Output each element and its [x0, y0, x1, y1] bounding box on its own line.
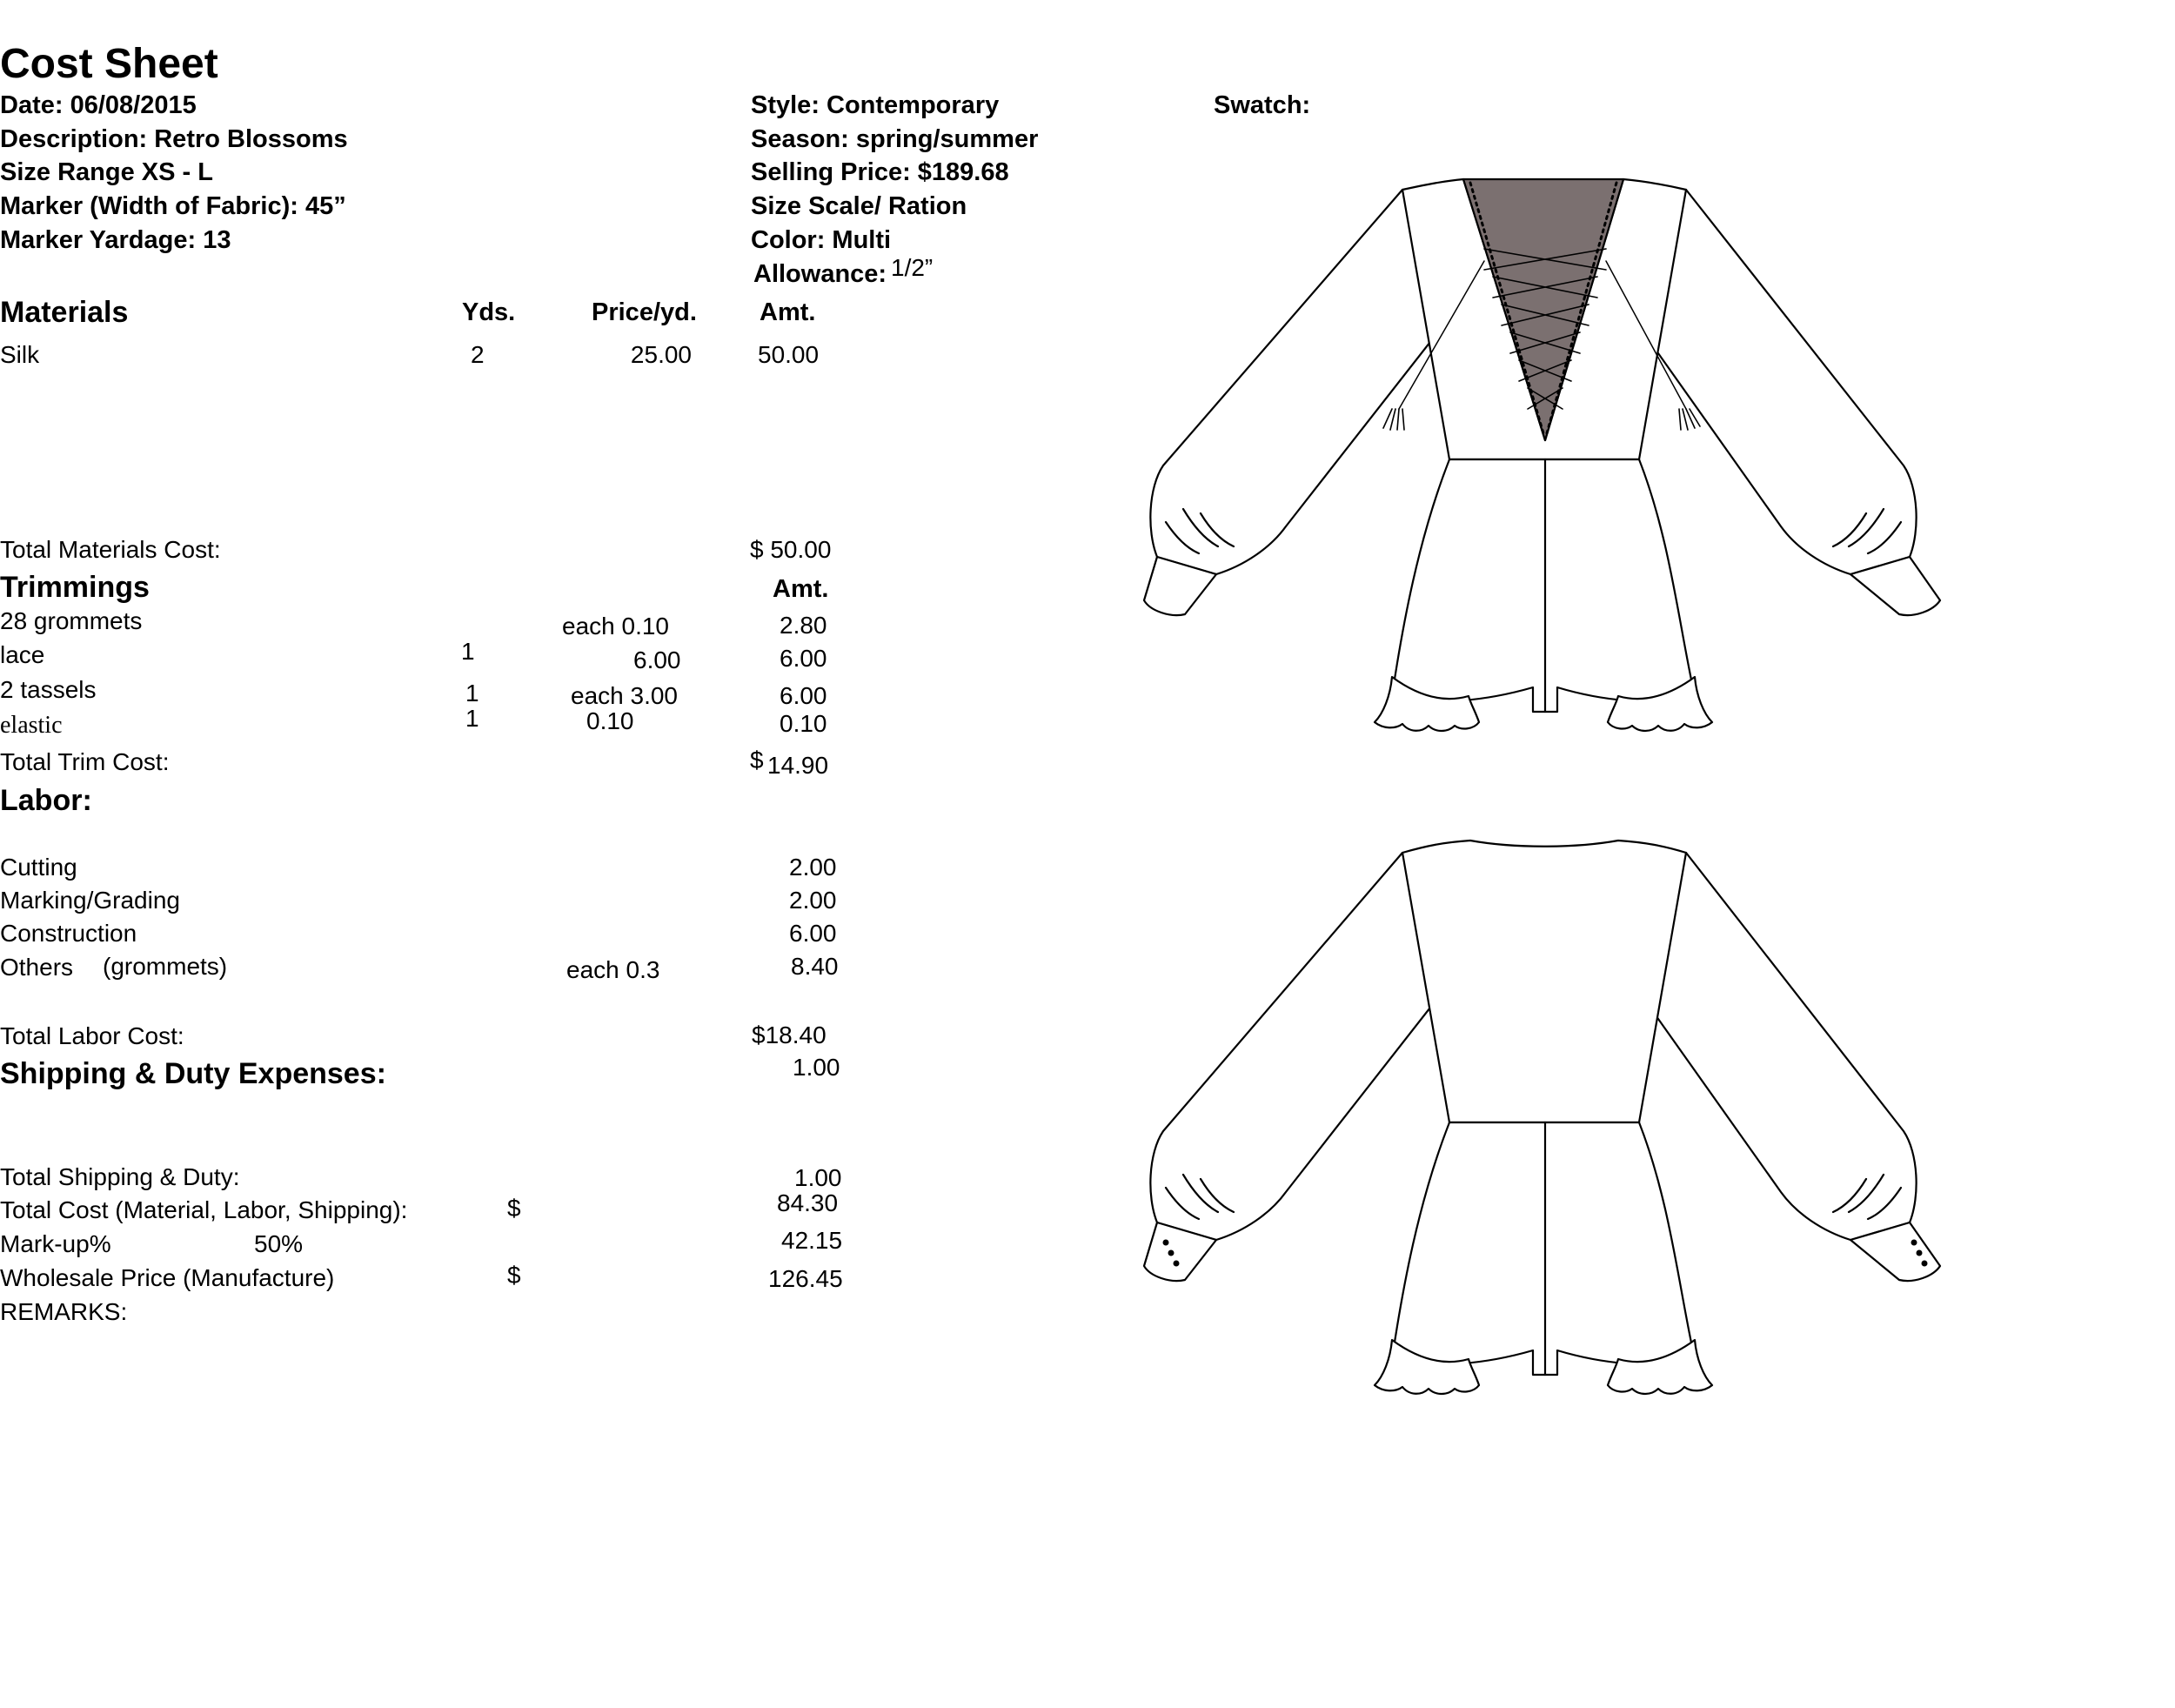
total-cost-label: Total Cost (Material, Labor, Shipping): [0, 1196, 408, 1223]
wholesale-label: Wholesale Price (Manufacture) [0, 1264, 335, 1291]
materials-col-price: Price/yd. [592, 298, 697, 326]
trim-amt: 6.00 [780, 682, 827, 709]
trim-price: each 0.10 [562, 613, 669, 640]
trim-name: lace [0, 641, 45, 668]
front-right-sleeve [1639, 190, 1917, 574]
labor-amt: 2.00 [789, 854, 837, 881]
marker-yardage-field: Marker Yardage: 13 [0, 226, 231, 254]
cuff-button [1168, 1250, 1174, 1256]
total-materials-label: Total Materials Cost: [0, 536, 221, 563]
trim-amt: 2.80 [780, 612, 827, 639]
back-view-sketch [1144, 841, 1940, 1394]
back-right-sleeve [1639, 853, 1917, 1240]
labor-amt: 8.40 [791, 953, 839, 980]
marker-width-field: Marker (Width of Fabric): 45” [0, 192, 346, 220]
size-scale-field: Size Scale/ Ration [751, 192, 967, 220]
front-shorts [1392, 459, 1695, 712]
cuff-button [1163, 1240, 1169, 1246]
total-labor-label: Total Labor Cost: [0, 1022, 184, 1049]
total-materials-value: $ 50.00 [750, 536, 832, 563]
trimmings-heading: Trimmings [0, 571, 150, 604]
back-bodice [1402, 841, 1686, 1122]
style-field: Style: Contemporary [751, 91, 1000, 119]
front-left-sleeve [1150, 190, 1442, 574]
trim-amt: 0.10 [780, 710, 827, 737]
labor-name: Cutting [0, 854, 77, 881]
page-title: Cost Sheet [0, 41, 218, 87]
remarks-label: REMARKS: [0, 1298, 128, 1325]
trim-amt: 6.00 [780, 645, 827, 672]
total-cost-value: 84.30 [777, 1189, 839, 1216]
selling-price-field: Selling Price: $189.68 [751, 158, 1009, 186]
trim-qty: 1 [465, 705, 479, 732]
material-amt: 50.00 [758, 341, 820, 368]
total-trim-currency: $ [750, 747, 764, 774]
trim-price: each 3.00 [571, 682, 678, 709]
front-view-sketch [1144, 179, 1940, 731]
back-shorts [1392, 1122, 1695, 1375]
swatch-label: Swatch: [1214, 91, 1311, 119]
labor-name: Marking/Grading [0, 887, 180, 914]
cuff-button [1922, 1261, 1928, 1267]
trim-qty: 1 [461, 638, 475, 665]
labor-note: (grommets) [103, 953, 228, 980]
cuff-button [1917, 1250, 1923, 1256]
labor-heading: Labor: [0, 784, 92, 817]
trim-price: 6.00 [633, 646, 681, 673]
material-yds: 2 [471, 341, 485, 368]
shipping-value: 1.00 [793, 1054, 840, 1081]
materials-col-amt: Amt. [760, 298, 816, 326]
total-trim-label: Total Trim Cost: [0, 748, 170, 775]
season-field: Season: spring/summer [751, 125, 1039, 153]
total-trim-value: 14.90 [767, 752, 829, 779]
shipping-heading: Shipping & Duty Expenses: [0, 1057, 386, 1090]
materials-heading: Materials [0, 296, 129, 329]
markup-label: Mark-up% [0, 1230, 111, 1257]
allowance-label: Allowance: [753, 260, 887, 288]
labor-name: Others [0, 954, 74, 981]
trim-name: 28 grommets [0, 607, 143, 634]
materials-col-yds: Yds. [462, 298, 516, 326]
allowance-value: 1/2” [891, 254, 934, 281]
cuff-button [1911, 1240, 1917, 1246]
labor-name: Construction [0, 920, 137, 947]
wholesale-currency: $ [507, 1262, 521, 1289]
labor-amt: 6.00 [789, 920, 837, 947]
trimmings-col-amt: Amt. [773, 575, 829, 603]
total-labor-value: $18.40 [752, 1021, 826, 1048]
material-price: 25.00 [630, 341, 692, 368]
trim-qty: 1 [465, 680, 479, 707]
trim-name: elastic [0, 712, 63, 739]
labor-amt: 2.00 [789, 887, 837, 914]
markup-pct: 50% [254, 1230, 304, 1257]
cuff-button [1174, 1261, 1180, 1267]
color-field: Color: Multi [751, 226, 892, 254]
material-name: Silk [0, 341, 40, 368]
date-field: Date: 06/08/2015 [0, 91, 197, 119]
trim-name: 2 tassels [0, 676, 97, 703]
markup-value: 42.15 [781, 1227, 843, 1254]
back-left-sleeve [1150, 853, 1442, 1240]
trim-price: 0.10 [586, 707, 634, 734]
wholesale-value: 126.45 [768, 1265, 843, 1292]
total-shipping-label: Total Shipping & Duty: [0, 1163, 240, 1190]
total-shipping-value: 1.00 [794, 1164, 842, 1191]
labor-price: each 0.3 [566, 956, 660, 983]
size-range-field: Size Range XS - L [0, 158, 213, 186]
description-field: Description: Retro Blossoms [0, 125, 348, 153]
total-cost-currency: $ [507, 1195, 521, 1222]
